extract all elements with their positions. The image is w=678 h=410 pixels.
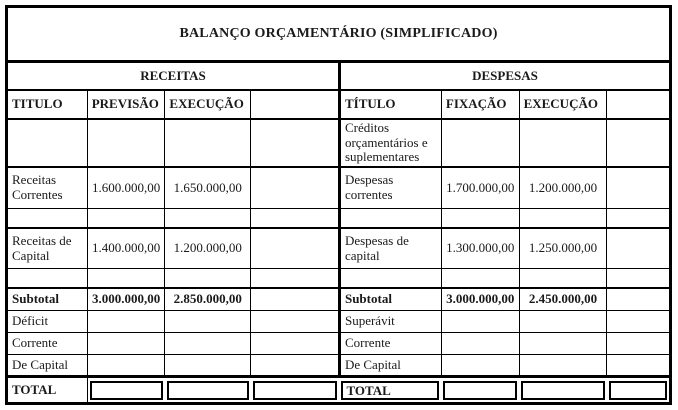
cell-empty bbox=[87, 355, 165, 377]
cell-empty bbox=[441, 333, 519, 355]
cell-subtotal-left: Subtotal bbox=[7, 288, 88, 311]
cell-value: 3.000.000,00 bbox=[87, 288, 165, 311]
cell-empty bbox=[519, 119, 607, 167]
cell-empty bbox=[251, 311, 340, 333]
col-header-blank-right bbox=[607, 90, 671, 119]
cell-empty bbox=[165, 269, 251, 289]
cell-empty bbox=[251, 333, 340, 355]
section-header-despesas: DESPESAS bbox=[339, 62, 670, 91]
cell-value: 1.700.000,00 bbox=[441, 167, 519, 209]
cell-empty bbox=[607, 355, 671, 377]
col-header-blank-left bbox=[251, 90, 340, 119]
cell-value: 3.000.000,00 bbox=[441, 288, 519, 311]
cell-empty bbox=[607, 228, 671, 269]
cell-value: 1.650.000,00 bbox=[165, 167, 251, 209]
total-row bbox=[7, 377, 671, 404]
cell-empty bbox=[339, 209, 441, 229]
cell-empty bbox=[519, 269, 607, 289]
cell-empty bbox=[7, 119, 88, 167]
table-row bbox=[7, 355, 671, 377]
cell-value: 2.450.000,00 bbox=[519, 288, 607, 311]
cell-empty bbox=[251, 167, 340, 209]
cell-empty bbox=[607, 167, 671, 209]
col-header-titulo-left: TITULO bbox=[7, 90, 88, 119]
cell-despesas-capital: Despesas de capital bbox=[339, 228, 441, 269]
total-value-box bbox=[443, 381, 517, 400]
cell-empty bbox=[441, 119, 519, 167]
cell-value: 1.250.000,00 bbox=[519, 228, 607, 269]
table-row bbox=[7, 228, 671, 269]
cell-empty bbox=[7, 269, 88, 289]
cell-de-capital-left: De Capital bbox=[7, 355, 88, 377]
cell-corrente-left: Corrente bbox=[7, 333, 88, 355]
col-header-execucao-left: EXECUÇÃO bbox=[165, 90, 251, 119]
section-header-receitas: RECEITAS bbox=[7, 62, 340, 91]
cell-empty bbox=[165, 333, 251, 355]
cell-deficit: Déficit bbox=[7, 311, 88, 333]
cell-empty bbox=[251, 269, 340, 289]
cell-empty bbox=[519, 209, 607, 229]
total-value-box bbox=[90, 381, 163, 400]
cell-empty bbox=[165, 119, 251, 167]
cell-empty bbox=[339, 269, 441, 289]
cell-empty bbox=[7, 209, 88, 229]
cell-empty bbox=[251, 228, 340, 269]
cell-empty bbox=[441, 355, 519, 377]
cell-value: 1.600.000,00 bbox=[87, 167, 165, 209]
cell-empty bbox=[607, 119, 671, 167]
column-header-row bbox=[7, 90, 671, 119]
cell-value: 1.300.000,00 bbox=[441, 228, 519, 269]
spacer-row bbox=[7, 269, 671, 289]
cell-empty bbox=[519, 355, 607, 377]
col-header-fixacao: FIXAÇÃO bbox=[441, 90, 519, 119]
cell-total-label-right bbox=[339, 377, 441, 404]
cell-de-capital-right: De Capital bbox=[339, 355, 441, 377]
col-header-previsao: PREVISÃO bbox=[87, 90, 165, 119]
total-label-box: TOTAL bbox=[341, 381, 439, 400]
section-row bbox=[7, 62, 671, 91]
cell-value: 1.200.000,00 bbox=[519, 167, 607, 209]
cell-empty bbox=[519, 333, 607, 355]
cell-empty bbox=[87, 333, 165, 355]
cell-empty bbox=[251, 209, 340, 229]
cell-empty bbox=[87, 119, 165, 167]
spacer-row bbox=[7, 209, 671, 229]
cell-empty bbox=[607, 311, 671, 333]
cell-empty bbox=[87, 311, 165, 333]
cell-superavit: Superávit bbox=[339, 311, 441, 333]
cell-total-box bbox=[165, 377, 251, 404]
cell-subtotal-right: Subtotal bbox=[339, 288, 441, 311]
cell-creditos-orcamentarios: Créditos orçamentários e suplementares bbox=[339, 119, 441, 167]
cell-corrente-right: Corrente bbox=[339, 333, 441, 355]
cell-total-box bbox=[519, 377, 607, 404]
cell-empty bbox=[251, 119, 340, 167]
total-value-box bbox=[253, 381, 338, 400]
cell-empty bbox=[441, 311, 519, 333]
title-row bbox=[7, 7, 671, 62]
cell-empty bbox=[519, 311, 607, 333]
cell-empty bbox=[607, 209, 671, 229]
col-header-execucao-right: EXECUÇÃO bbox=[519, 90, 607, 119]
table-row bbox=[7, 119, 671, 167]
cell-receitas-capital: Receitas de Capital bbox=[7, 228, 88, 269]
total-value-box bbox=[167, 381, 249, 400]
cell-empty bbox=[251, 355, 340, 377]
cell-value: 1.400.000,00 bbox=[87, 228, 165, 269]
cell-receitas-correntes: Receitas Correntes bbox=[7, 167, 88, 209]
cell-empty bbox=[165, 355, 251, 377]
cell-empty bbox=[87, 209, 165, 229]
cell-empty bbox=[607, 288, 671, 311]
cell-total-label-left: TOTAL bbox=[7, 377, 88, 404]
cell-empty bbox=[165, 209, 251, 229]
cell-value: 2.850.000,00 bbox=[165, 288, 251, 311]
table-row bbox=[7, 311, 671, 333]
cell-empty bbox=[441, 209, 519, 229]
cell-total-box bbox=[441, 377, 519, 404]
cell-despesas-correntes: Despesas correntes bbox=[339, 167, 441, 209]
document-title: BALANÇO ORÇAMENTÁRIO (SIMPLIFICADO) bbox=[7, 7, 671, 62]
balance-table bbox=[5, 5, 672, 405]
cell-empty bbox=[165, 311, 251, 333]
cell-empty bbox=[607, 333, 671, 355]
cell-empty bbox=[607, 269, 671, 289]
cell-empty bbox=[251, 288, 340, 311]
subtotal-row bbox=[7, 288, 671, 311]
cell-empty bbox=[441, 269, 519, 289]
cell-value: 1.200.000,00 bbox=[165, 228, 251, 269]
cell-empty bbox=[87, 269, 165, 289]
cell-total-box bbox=[87, 377, 165, 404]
cell-total-box bbox=[607, 377, 671, 404]
cell-total-box bbox=[251, 377, 340, 404]
total-value-box bbox=[521, 381, 605, 400]
total-value-box bbox=[609, 381, 667, 400]
table-row bbox=[7, 333, 671, 355]
col-header-titulo-right: TÍTULO bbox=[339, 90, 441, 119]
table-row bbox=[7, 167, 671, 209]
